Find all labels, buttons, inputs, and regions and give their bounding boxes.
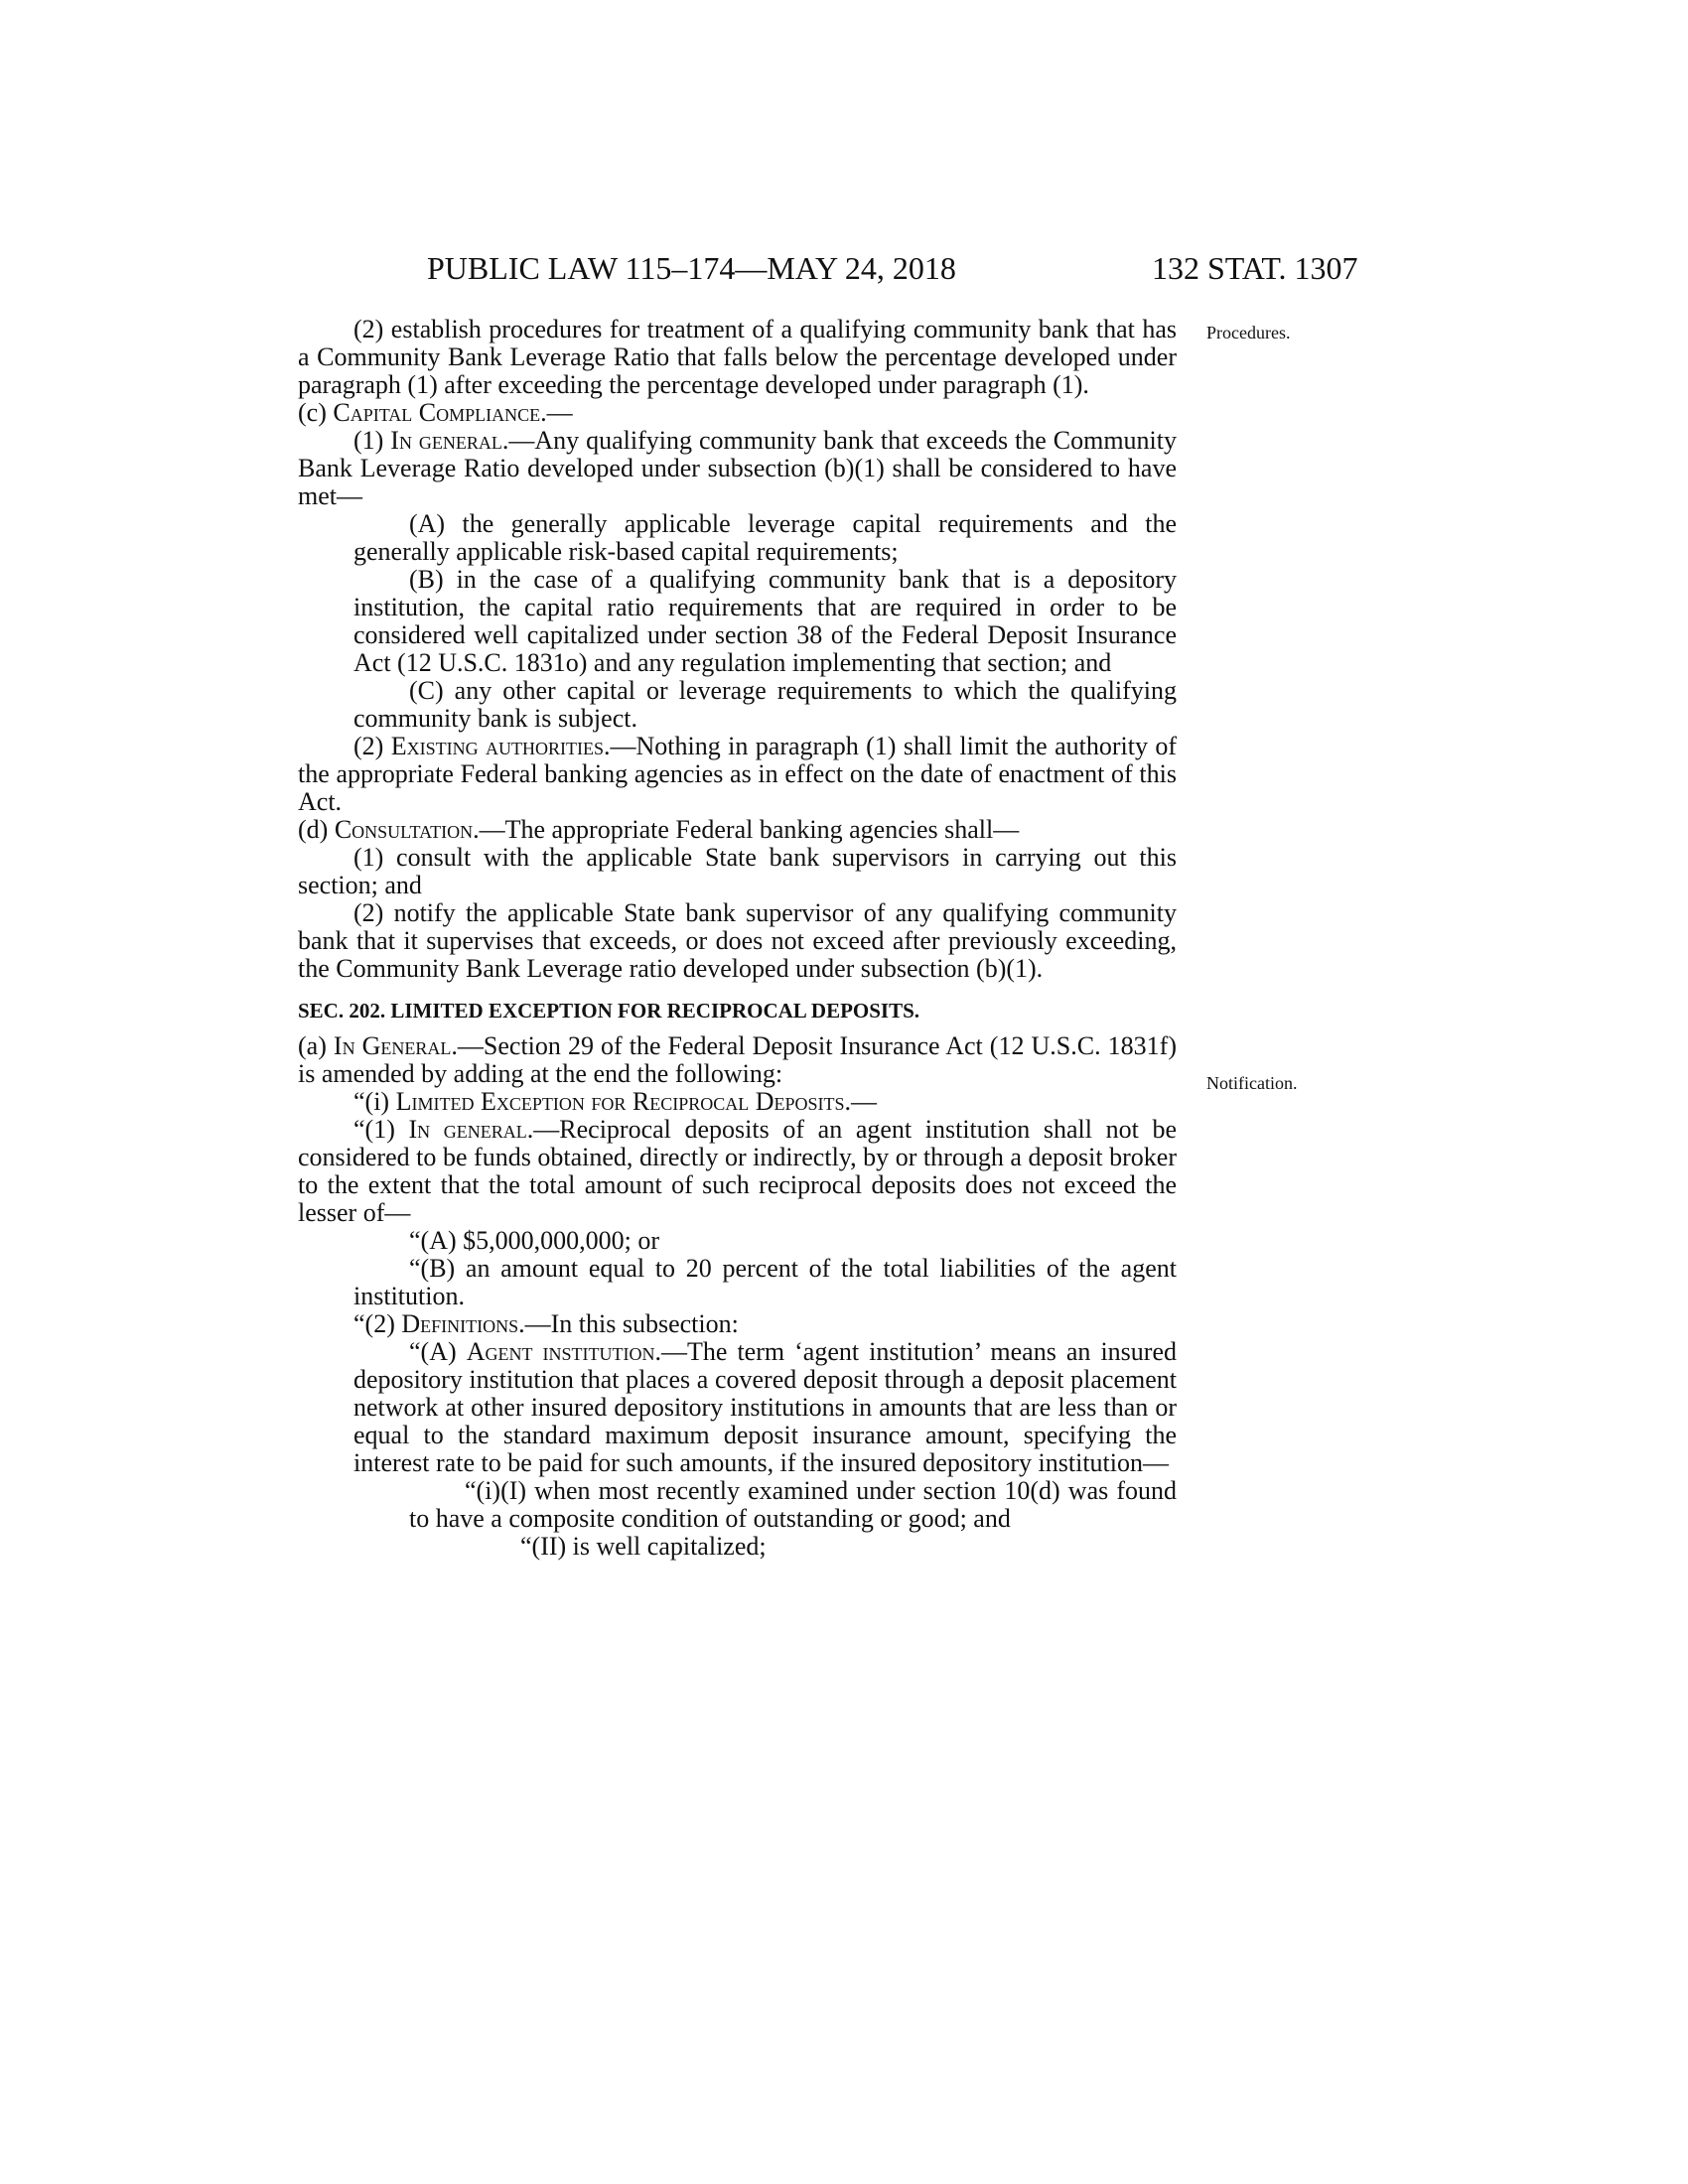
subsection-202a-title: In General. [333, 1031, 458, 1060]
subsection-c-title: Capital Compliance. [333, 398, 547, 427]
subsection-d-text: —The appropriate Federal banking agencies shall— [479, 815, 1020, 844]
quoted-clause-2-a-text: —The term ‘agent institution’ means an insured depository institution that places a covered deposit through a deposit placement network at other insured depository institutions in amounts that are less than or equal to the standard maximum deposit insurance amount, specifying the interest rate to be paid for such amounts, if the insured depository institution— [353, 1337, 1177, 1477]
page-header [0, 248, 1688, 288]
subsection-d [298, 816, 1177, 844]
subsection-c-dash: — [546, 398, 573, 427]
quoted-clause-2-a [298, 1338, 1177, 1477]
clause-c1-c: (C) any other capital or leverage requirements to which the qualifying community bank is subject. [353, 676, 1177, 733]
paragraph-c1-title: In general. [390, 426, 509, 455]
quoted-paragraph-2 [298, 1310, 1177, 1338]
quoted-subsection-i [298, 1088, 1177, 1116]
quoted-clause-1-a: “(A) $5,000,000,000; or [409, 1226, 660, 1255]
paragraph-c1 [298, 427, 1177, 510]
paragraph-c2-text: —Nothing in paragraph (1) shall limit the authority of the appropriate Federal banking agencies as in effect on the date of enactment of this Act. [298, 732, 1178, 816]
clause-c1-b: (B) in the case of a qualifying community bank that is a depository institution, the capital ratio requirements that are required in order to be considered well capitalized under section 38 of the Federal Deposit Insurance Act (12 U.S.C. 1831o) and any regulation implementing that section; and [353, 565, 1177, 677]
quoted-subclause-II: “(II) is well capitalized; [520, 1532, 767, 1561]
document-body [298, 316, 1177, 1561]
subsection-c-heading [298, 399, 1177, 427]
paragraph-c2 [298, 733, 1177, 816]
subsection-d-title: Consultation. [334, 815, 480, 844]
quoted-paragraph-2-title: Definitions. [401, 1309, 525, 1338]
quoted-paragraph-1-label: “(1) [353, 1115, 409, 1144]
clause-c1-a: (A) the generally applicable leverage capital requirements and the generally applicable risk-based capital requirements; [353, 509, 1177, 566]
subsection-202a-label: (a) [298, 1031, 334, 1060]
subsection-202a [298, 1032, 1177, 1088]
paragraph-d2: (2) notify the applicable State bank supervisor of any qualifying community bank that it supervises that exceeds, or does not exceed after previously exceeding, the Community Bank Leverage ratio developed under subsection (b)(1). [298, 898, 1177, 983]
paragraph-c1-label: (1) [353, 426, 391, 455]
paragraph-c2-title: Existing authorities. [390, 732, 611, 760]
margin-note-notification: Notification. [1206, 1073, 1298, 1093]
quoted-clause-2-a-title: Agent institution. [466, 1337, 661, 1366]
subsection-202a-text: —Section 29 of the Federal Deposit Insurance Act (12 U.S.C. 1831f) is amended by adding at the end the following: [298, 1031, 1177, 1088]
quoted-subclause-i-I: “(i)(I) when most recently examined under section 10(d) was found to have a composite condition of outstanding or good; and [409, 1476, 1177, 1533]
quoted-subsection-i-label: “(i) [353, 1087, 396, 1116]
quoted-clause-1-b: “(B) an amount equal to 20 percent of the total liabilities of the agent institution. [353, 1254, 1177, 1310]
quoted-paragraph-1-text: —Reciprocal deposits of an agent institution shall not be considered to be funds obtained, directly or indirectly, by or through a deposit broker to the extent that the total amount of such reciprocal deposits does not exceed the lesser of— [298, 1115, 1177, 1227]
statute-page-number: 132 STAT. 1307 [1152, 250, 1358, 286]
paragraph-d1: (1) consult with the applicable State bank supervisors in carrying out this section; and [298, 843, 1177, 899]
quoted-paragraph-1-title: In general. [408, 1115, 534, 1144]
quoted-clause-2-a-label: “(A) [409, 1337, 467, 1366]
subsection-c-label: (c) [298, 398, 334, 427]
quoted-subsection-i-title: Limited Exception for Reciprocal Deposits. [395, 1087, 851, 1116]
subsection-d-label: (d) [298, 815, 335, 844]
margin-note-procedures: Procedures. [1206, 323, 1291, 342]
paragraph-c2-label: (2) [353, 732, 391, 760]
quoted-paragraph-2-text: —In this subsection: [524, 1309, 739, 1338]
paragraph-b2: (2) establish procedures for treatment of a qualifying community bank that has a Community Bank Leverage Ratio that falls below the percentage developed under paragraph (1) after exceeding the percentage developed under paragraph (1). [298, 315, 1177, 399]
quoted-paragraph-1 [298, 1116, 1177, 1227]
public-law-title: PUBLIC LAW 115–174—MAY 24, 2018 [427, 250, 956, 286]
section-202-heading: SEC. 202. LIMITED EXCEPTION FOR RECIPROCAL DEPOSITS. [298, 999, 920, 1023]
quoted-subsection-i-dash: — [851, 1087, 877, 1116]
paragraph-c1-text: —Any qualifying community bank that exceeds the Community Bank Leverage Ratio developed under subsection (b)(1) shall be considered to have met— [298, 426, 1177, 510]
quoted-paragraph-2-label: “(2) [353, 1309, 402, 1338]
